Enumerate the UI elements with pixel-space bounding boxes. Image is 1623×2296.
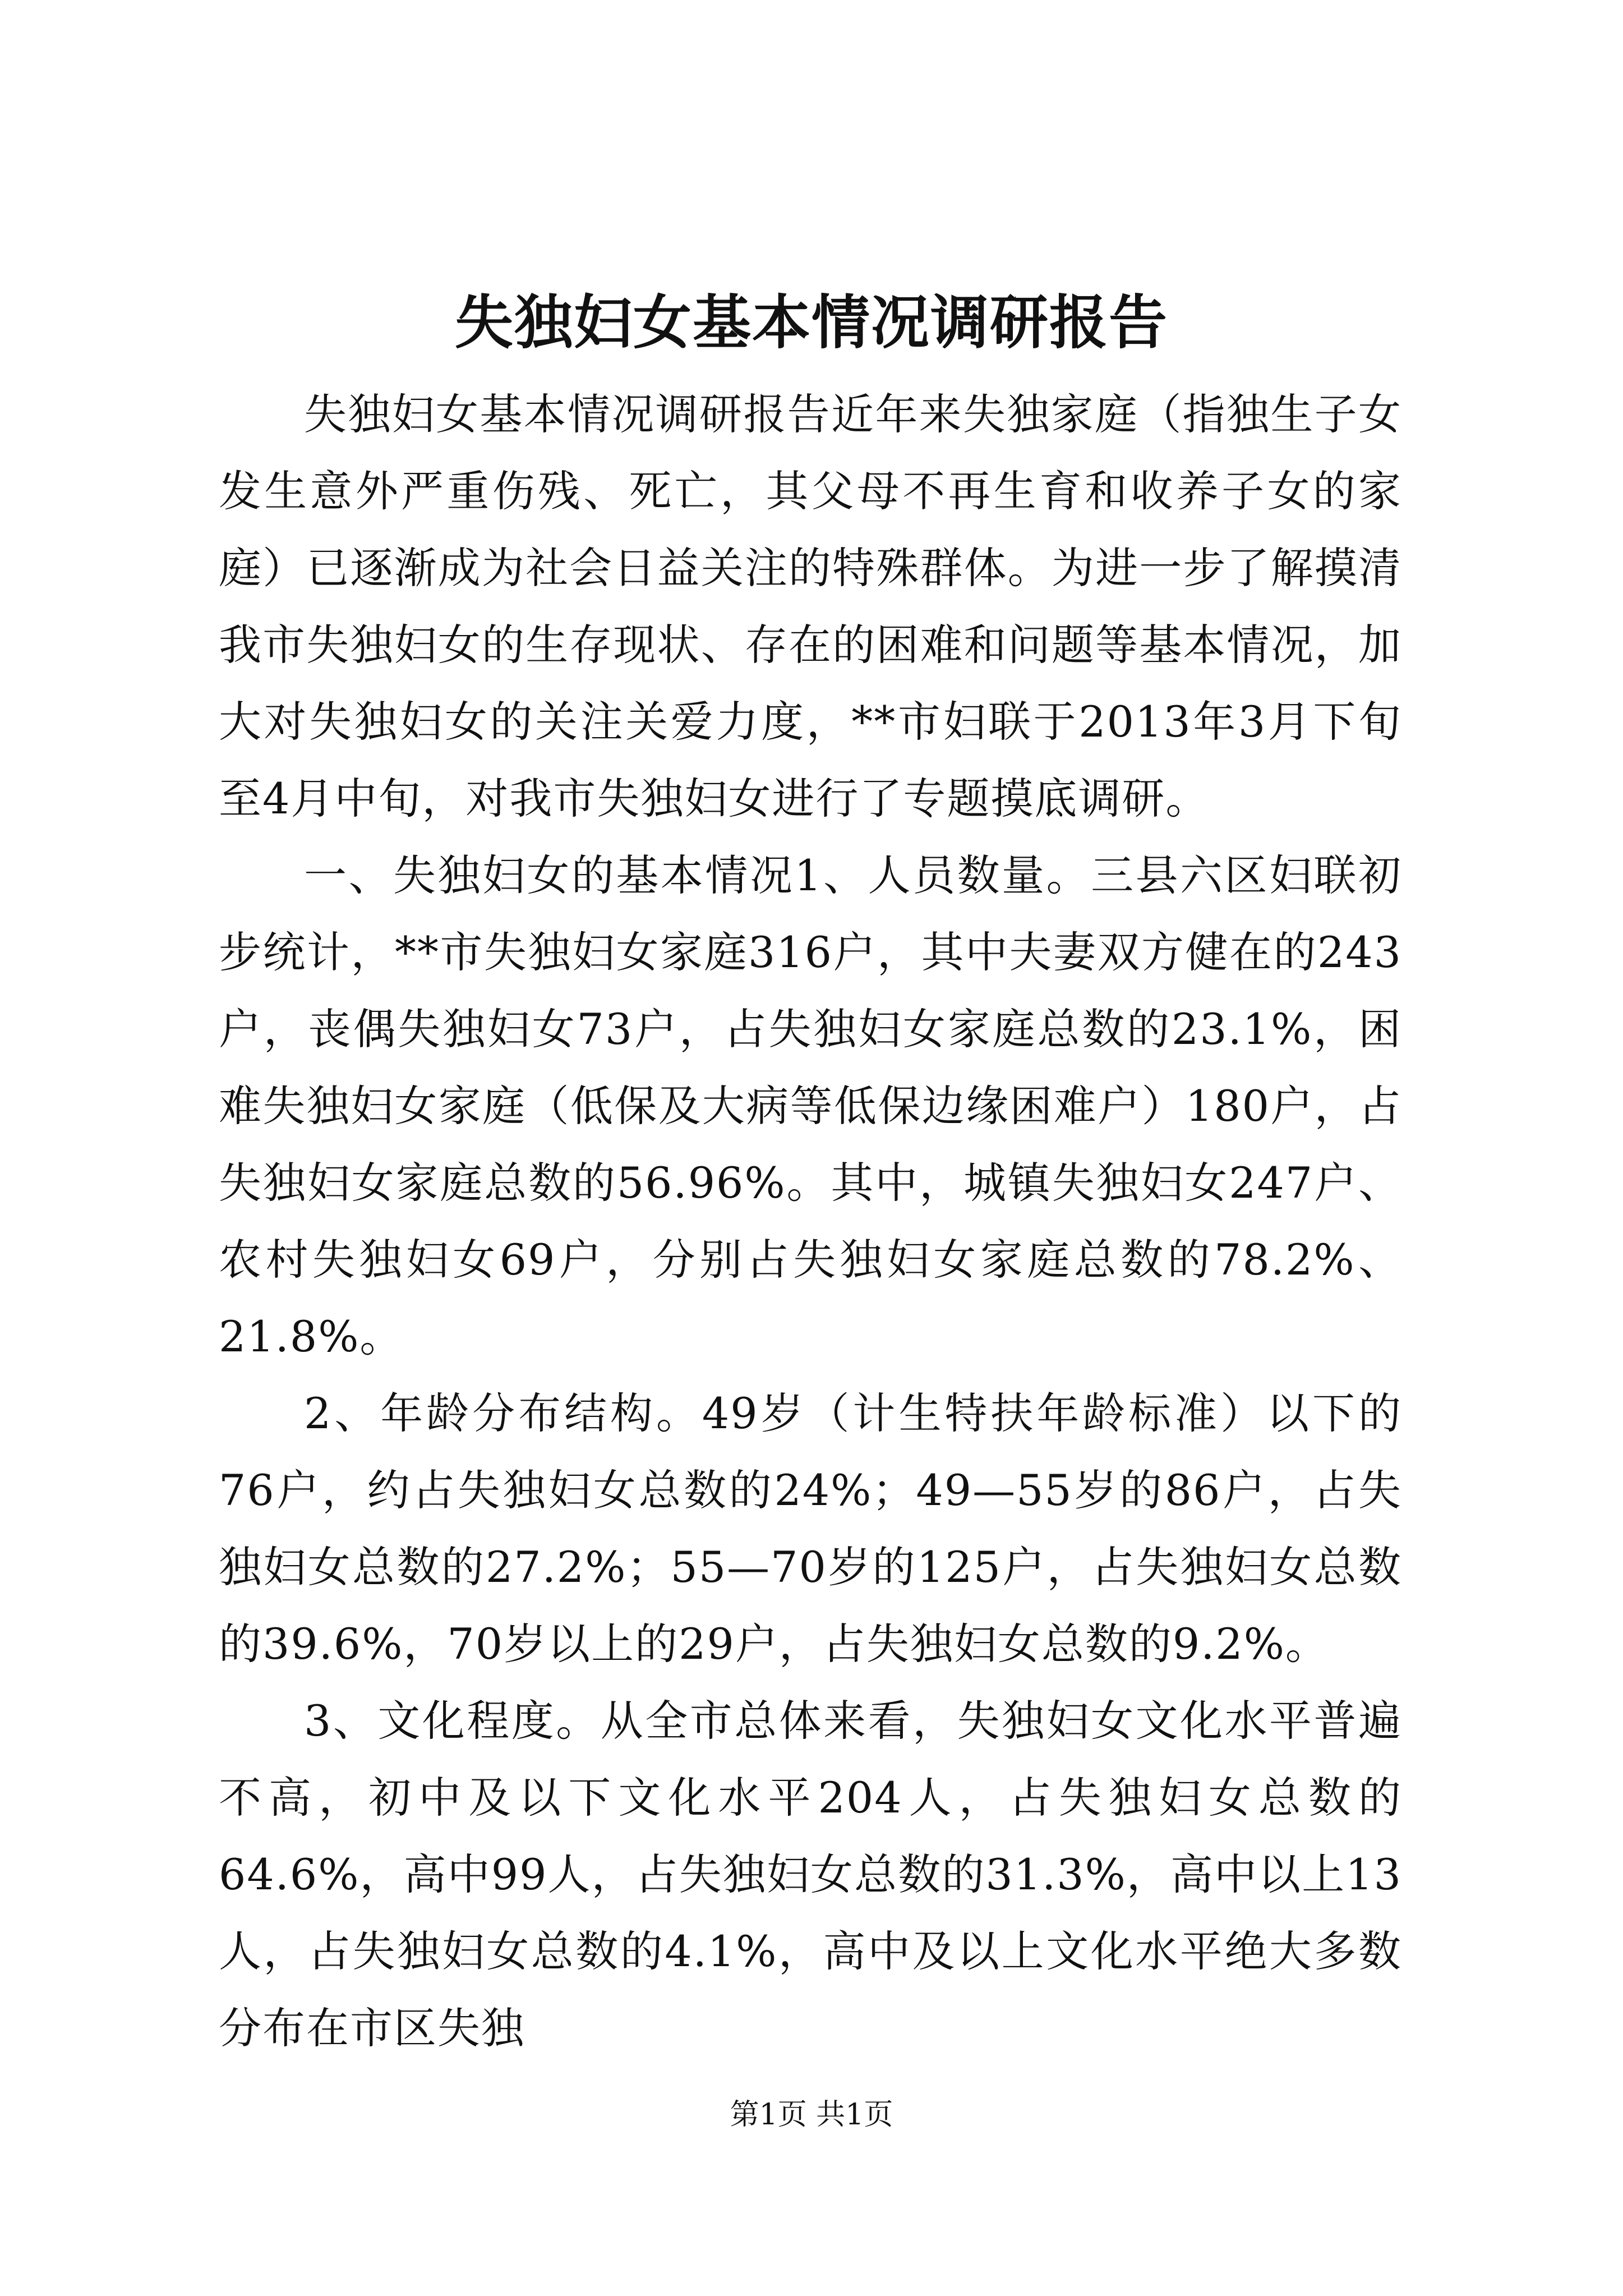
document-body: [219, 376, 1402, 2067]
paragraph-basic-situation: 一、失独妇女的基本情况1、人员数量。三县六区妇联初步统计，**市失独妇女家庭316户，其中夫妻双方健在的243户，丧偶失独妇女73户，占失独妇女家庭总数的23.1%，困难失独妇女家庭（低保及大病等低保边缘困难户）180户，占失独妇女家庭总数的56.96%。其中，城镇失独妇女247户、农村失独妇女69户，分别占失独妇女家庭总数的78.2%、21.8%。: [219, 850, 1402, 1361]
paragraph-education-level: 3、文化程度。从全市总体来看，失独妇女文化水平普遍不高，初中及以下文化水平204人，占失独妇女总数的64.6%，高中99人，占失独妇女总数的31.3%，高中以上13人，占失独妇女总数的4.1%，高中及以上文化水平绝大多数分布在市区失独: [219, 1696, 1402, 2053]
paragraph-intro: 失独妇女基本情况调研报告近年来失独家庭（指独生子女发生意外严重伤残、死亡，其父母不再生育和收养子女的家庭）已逐渐成为社会日益关注的特殊群体。为进一步了解摸清我市失独妇女的生存现状、存在的困难和问题等基本情况，加大对失独妇女的关注关爱力度，**市妇联于2013年3月下旬至4月中旬，对我市失独妇女进行了专题摸底调研。: [219, 389, 1402, 823]
paragraph-age-distribution: 2、年龄分布结构。49岁（计生特扶年龄标准）以下的76户，约占失独妇女总数的24%；49—55岁的86户，占失独妇女总数的27.2%；55—70岁的125户，占失独妇女总数的39.6%，70岁以上的29户，占失独妇女总数的9.2%。: [219, 1388, 1402, 1669]
page-number-footer: 第1页 共1页: [730, 2098, 893, 2132]
document-title: 失独妇女基本情况调研报告: [454, 288, 1168, 357]
